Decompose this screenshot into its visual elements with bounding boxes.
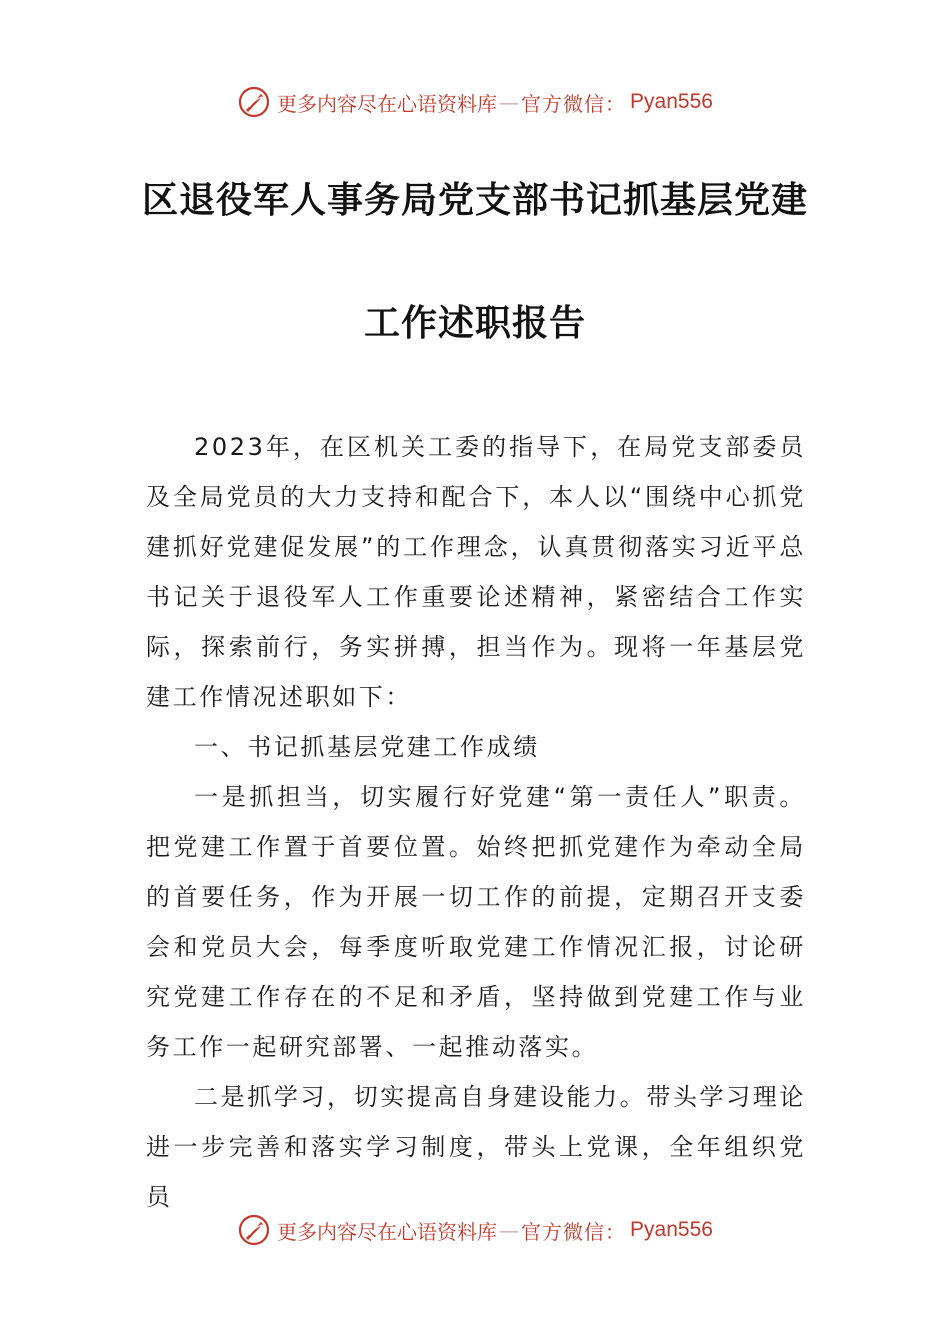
- section-heading-1: 一、书记抓基层党建工作成绩: [194, 733, 540, 761]
- paragraph-responsibility: 一是抓担当，切实履行好党建“第一责任人”职责。把党建工作置于首要位置。始终把抓党建作为牵动全局的首要任务，作为开展一切工作的前提，定期召开支委会和党员大会，每季度听取党建工作情况汇报，讨论研究党建工作存在的不足和矛盾，坚持做到党建工作与业务工作一起研究部署、一起推动落实。: [146, 783, 806, 1061]
- watermark-brand: 更多内容尽在心语资料库: [277, 1219, 498, 1244]
- quill-logo-icon: [237, 85, 271, 119]
- page-title-line-2: 工作述职报告: [363, 302, 586, 344]
- watermark-wechat-label: 官方微信：: [521, 1219, 627, 1244]
- watermark-brand: 更多内容尽在心语资料库: [277, 91, 498, 116]
- watermark-banner-top: [0, 82, 950, 122]
- watermark-wechat-id: Pyan556: [630, 1218, 713, 1241]
- document-body: [146, 422, 806, 1222]
- watermark-wechat-label: 官方微信：: [521, 91, 627, 116]
- paragraph-intro: 2023年，在区机关工委的指导下，在局党支部委员及全局党员的大力支持和配合下，本人以“围绕中心抓党建抓好党建促发展”的工作理念，认真贯彻落实习近平总书记关于退役军人工作重要论述精神，紧密结合工作实际，探索前行，务实拼搏，担当作为。现将一年基层党建工作情况述职如下：: [146, 433, 806, 711]
- paragraph-study: 二是抓学习，切实提高自身建设能力。带头学习理论进一步完善和落实学习制度，带头上党课，全年组织党员: [146, 1083, 806, 1211]
- page-title-line-1: 区退役军人事务局党支部书记抓基层党建: [141, 179, 808, 221]
- watermark-banner-bottom: [0, 1210, 950, 1250]
- watermark-wechat-id: Pyan556: [630, 90, 713, 113]
- watermark-dash: —: [499, 90, 520, 114]
- quill-logo-icon: [237, 1213, 271, 1247]
- watermark-dash: —: [499, 1218, 520, 1242]
